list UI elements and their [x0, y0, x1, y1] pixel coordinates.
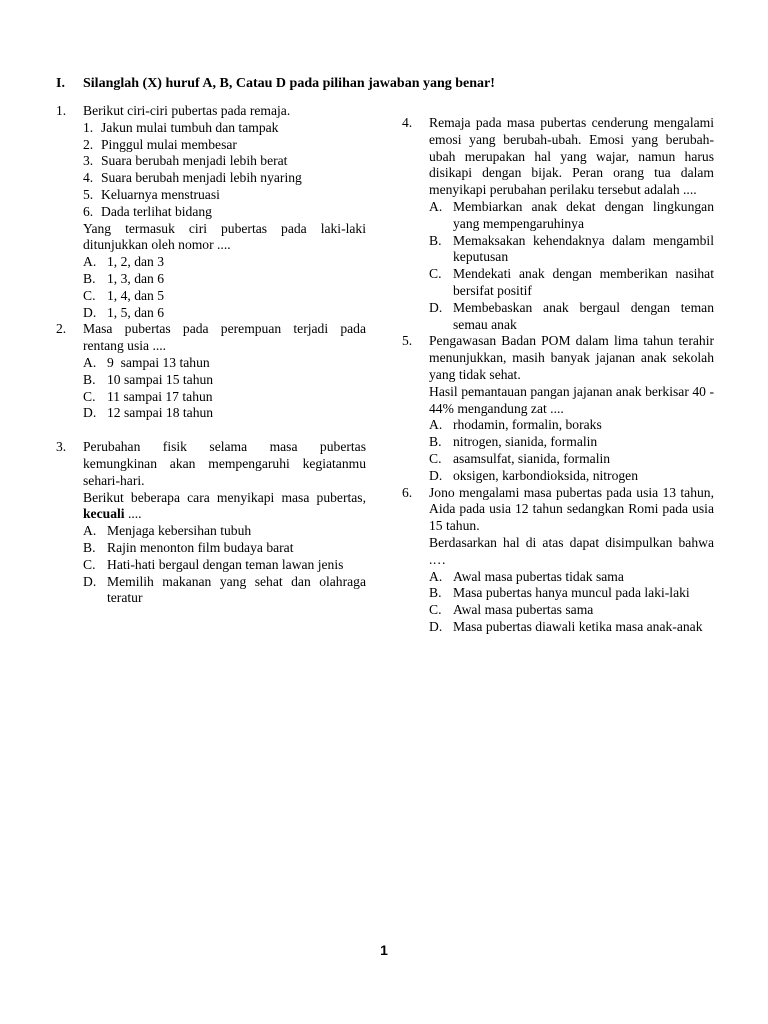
prompt-emphasis: kecuali [83, 506, 125, 522]
question-prompt: Berdasarkan hal di atas dapat disimpulkan bahwa .… [429, 534, 714, 567]
question-number: 6. [402, 484, 413, 500]
section-heading [56, 76, 716, 93]
answer-option-b[interactable] [83, 372, 366, 389]
option-letter: A. [429, 568, 443, 584]
answer-options [83, 355, 366, 422]
answer-options [83, 523, 366, 607]
list-marker: 2. [83, 136, 94, 152]
option-letter: B. [429, 585, 442, 601]
answer-option-d[interactable] [429, 468, 714, 485]
list-text: Dada terlihat bidang [101, 203, 212, 219]
option-letter: A. [429, 417, 443, 433]
list-item [83, 170, 366, 187]
option-letter: B. [83, 539, 96, 555]
answer-option-a[interactable] [83, 254, 366, 271]
question-stem: Masa pubertas pada perempuan terjadi pada rentang usia .... [83, 321, 366, 354]
option-text: 12 sampai 18 tahun [107, 405, 214, 421]
option-letter: C. [429, 450, 442, 466]
answer-option-d[interactable] [83, 305, 366, 322]
section-number: I. [56, 76, 65, 91]
answer-option-b[interactable] [83, 271, 366, 288]
answer-option-d[interactable] [83, 574, 366, 608]
answer-option-a[interactable] [429, 199, 714, 233]
option-letter: A. [429, 198, 443, 214]
option-text: 1, 3, dan 6 [107, 270, 165, 286]
answer-option-c[interactable] [83, 389, 366, 406]
question-6 [402, 485, 714, 636]
question-5 [402, 333, 714, 484]
option-letter: B. [83, 270, 96, 286]
option-text: Masa pubertas hanya muncul pada laki-laki [453, 585, 690, 601]
list-text: Jakun mulai tumbuh dan tampak [101, 119, 279, 135]
option-letter: B. [429, 232, 442, 248]
answer-option-c[interactable] [429, 266, 714, 300]
option-text: Awal masa pubertas sama [453, 602, 594, 618]
list-marker: 1. [83, 119, 94, 135]
option-text: Memaksakan kehendaknya dalam mengambil keputusan [453, 232, 714, 265]
question-3 [56, 439, 366, 607]
list-marker: 6. [83, 203, 94, 219]
option-letter: A. [83, 354, 97, 370]
question-prompt [83, 490, 366, 524]
question-stem: Berikut ciri-ciri pubertas pada remaja. [83, 103, 291, 118]
answer-option-a[interactable] [429, 569, 714, 586]
answer-option-b[interactable] [429, 233, 714, 267]
section-instruction: Silanglah (X) huruf A, B, Catau D pada pilihan jawaban yang benar! [83, 76, 495, 91]
option-text: Awal masa pubertas tidak sama [453, 568, 624, 584]
option-letter: B. [83, 371, 96, 387]
option-letter: D. [83, 405, 97, 421]
answer-option-d[interactable] [83, 405, 366, 422]
option-text: Hati-hati bergaul dengan teman lawan jenis [107, 556, 344, 572]
option-text: Rajin menonton film budaya barat [107, 539, 294, 555]
answer-options [429, 199, 714, 333]
question-stem: Remaja pada masa pubertas cenderung mengalami emosi yang berubah-ubah. Emosi yang berubah-ubah merupakan hal yang wajar, namun harus disikapi dengan bijak. Peran orang tua dalam menyikapi perubahan perilaku tersebut adalah .... [429, 115, 714, 198]
option-text: Memilih makanan yang sehat dan olahraga teratur [107, 573, 366, 606]
option-letter: C. [83, 556, 96, 572]
question-number: 2. [56, 321, 67, 337]
option-text: Membiarkan anak dekat dengan lingkungan yang mempengaruhinya [453, 198, 714, 231]
question-4 [402, 115, 714, 333]
question-stem: Pengawasan Badan POM dalam lima tahun terahir menunjukkan, masih banyak jajanan anak sekolah yang tidak sehat. [429, 333, 714, 382]
answer-option-c[interactable] [429, 451, 714, 468]
list-text: Suara berubah menjadi lebih nyaring [101, 170, 302, 186]
option-letter: C. [429, 602, 442, 618]
option-letter: A. [83, 254, 97, 270]
option-letter: C. [83, 388, 96, 404]
option-letter: D. [429, 299, 443, 315]
answer-options [429, 417, 714, 484]
list-text: Pinggul mulai membesar [101, 136, 237, 152]
answer-option-a[interactable] [429, 417, 714, 434]
list-marker: 3. [83, 153, 94, 169]
list-item [83, 120, 366, 137]
option-text: rhodamin, formalin, boraks [453, 417, 602, 433]
option-text: Membebaskan anak bergaul dengan teman semau anak [453, 299, 714, 332]
question-number: 1. [56, 103, 67, 118]
prompt-text: Berikut beberapa cara menyikapi masa pubertas, [83, 489, 366, 505]
option-letter: B. [429, 434, 442, 450]
right-column [402, 115, 714, 636]
question-number: 5. [402, 333, 413, 349]
list-marker: 5. [83, 186, 94, 202]
list-item [83, 204, 366, 221]
answer-option-d[interactable] [429, 300, 714, 334]
option-letter: C. [429, 266, 442, 282]
option-text: 9 sampai 13 tahun [107, 354, 210, 370]
list-text: Keluarnya menstruasi [101, 186, 220, 202]
option-text: 1, 4, dan 5 [107, 287, 165, 303]
left-column [56, 103, 366, 607]
answer-option-b[interactable] [429, 434, 714, 451]
option-text: oksigen, karbondioksida, nitrogen [453, 467, 638, 483]
option-text: 10 sampai 15 tahun [107, 371, 214, 387]
question-stem: Jono mengalami masa pubertas pada usia 13 tahun, Aida pada usia 12 tahun sedangkan Romi pada usia 15 tahun. [429, 484, 714, 534]
list-text: Suara berubah menjadi lebih berat [101, 153, 288, 169]
numbered-list [83, 120, 366, 221]
option-text: 1, 2, dan 3 [107, 254, 165, 270]
option-text: Masa pubertas diawali ketika masa anak-anak [453, 618, 703, 634]
spacer [56, 422, 366, 439]
option-text: asamsulfat, sianida, formalin [453, 450, 611, 466]
prompt-ellipsis: .... [124, 506, 142, 522]
list-item [83, 187, 366, 204]
answer-option-b[interactable] [429, 585, 714, 602]
answer-option-c[interactable] [429, 602, 714, 619]
option-text: 1, 5, dan 6 [107, 304, 165, 320]
question-2 [56, 321, 366, 422]
question-prompt: Hasil pemantauan pangan jajanan anak berkisar 40 - 44% mengandung zat .... [429, 383, 714, 416]
option-text: Menjaga kebersihan tubuh [107, 523, 252, 539]
answer-options [429, 569, 714, 636]
option-letter: D. [429, 618, 443, 634]
option-letter: D. [429, 467, 443, 483]
answer-option-b[interactable] [83, 540, 366, 557]
option-letter: C. [83, 287, 96, 303]
answer-option-d[interactable] [429, 619, 714, 636]
option-letter: D. [83, 304, 97, 320]
answer-option-a[interactable] [83, 523, 366, 540]
list-item [83, 153, 366, 170]
question-number: 4. [402, 115, 413, 130]
page-number: 1 [380, 942, 388, 958]
option-text: Mendekati anak dengan memberikan nasihat bersifat positif [453, 266, 714, 298]
answer-options [83, 254, 366, 321]
question-1 [56, 103, 366, 321]
option-text: nitrogen, sianida, formalin [453, 434, 598, 450]
list-item [83, 137, 366, 154]
answer-option-c[interactable] [83, 557, 366, 574]
question-stem: Perubahan fisik selama masa pubertas kemungkinan akan mempengaruhi kegiatanmu sehari-hari. [83, 439, 366, 488]
answer-option-a[interactable] [83, 355, 366, 372]
list-marker: 4. [83, 170, 94, 186]
question-number: 3. [56, 439, 67, 455]
question-prompt: Yang termasuk ciri pubertas pada laki-laki ditunjukkan oleh nomor .... [83, 220, 366, 253]
option-text: 11 sampai 17 tahun [107, 388, 213, 404]
option-letter: D. [83, 573, 97, 589]
option-letter: A. [83, 523, 97, 539]
answer-option-c[interactable] [83, 288, 366, 305]
